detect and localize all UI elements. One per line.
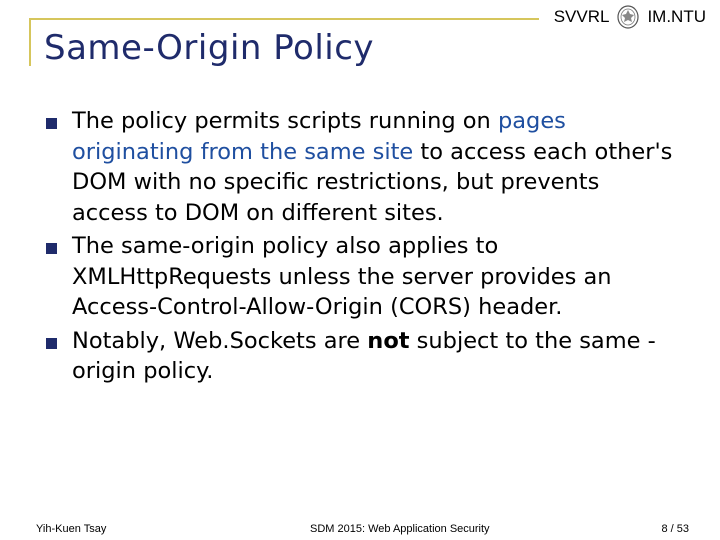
footer-page-number: 8 / 53 <box>661 523 689 535</box>
bullet-text-part: Notably, Web.Sockets are <box>72 327 368 354</box>
bullet-text-part: to access each other's DOM with no specific restrictions, but prevents access to DOM on different sites. <box>72 138 673 226</box>
bullet-list <box>46 106 676 390</box>
bullet-text <box>72 106 676 228</box>
bullet-text-part: The policy permits scripts running on <box>72 108 498 134</box>
bullet-item <box>46 106 676 228</box>
bullet-square-icon <box>46 338 57 349</box>
slide-title: Same-Origin Policy <box>44 28 375 68</box>
footer-author: Yih-Kuen Tsay <box>36 523 107 535</box>
university-seal-icon <box>617 5 639 29</box>
bullet-text-part: subject to the same -origin policy. <box>72 327 656 384</box>
bullet-text <box>72 326 676 387</box>
bullet-item <box>46 326 676 387</box>
brand-svvrl: SVVRL <box>553 7 610 26</box>
slide-footer <box>0 523 720 537</box>
header-brand <box>554 5 706 29</box>
bullet-highlight: pages originating from the same site <box>72 108 566 165</box>
bullet-square-icon <box>46 118 57 129</box>
bullet-square-icon <box>46 243 57 254</box>
bullet-text: The same-origin policy also applies to XMLHttpRequests unless the server provides an Access-Control-Allow-Origin (CORS) header. <box>72 233 612 320</box>
bullet-emphasis: not <box>367 327 410 354</box>
footer-course: SDM 2015: Web Application Security <box>310 523 490 535</box>
brand-imntu: IM.NTU <box>647 7 706 26</box>
bullet-item <box>46 231 676 323</box>
